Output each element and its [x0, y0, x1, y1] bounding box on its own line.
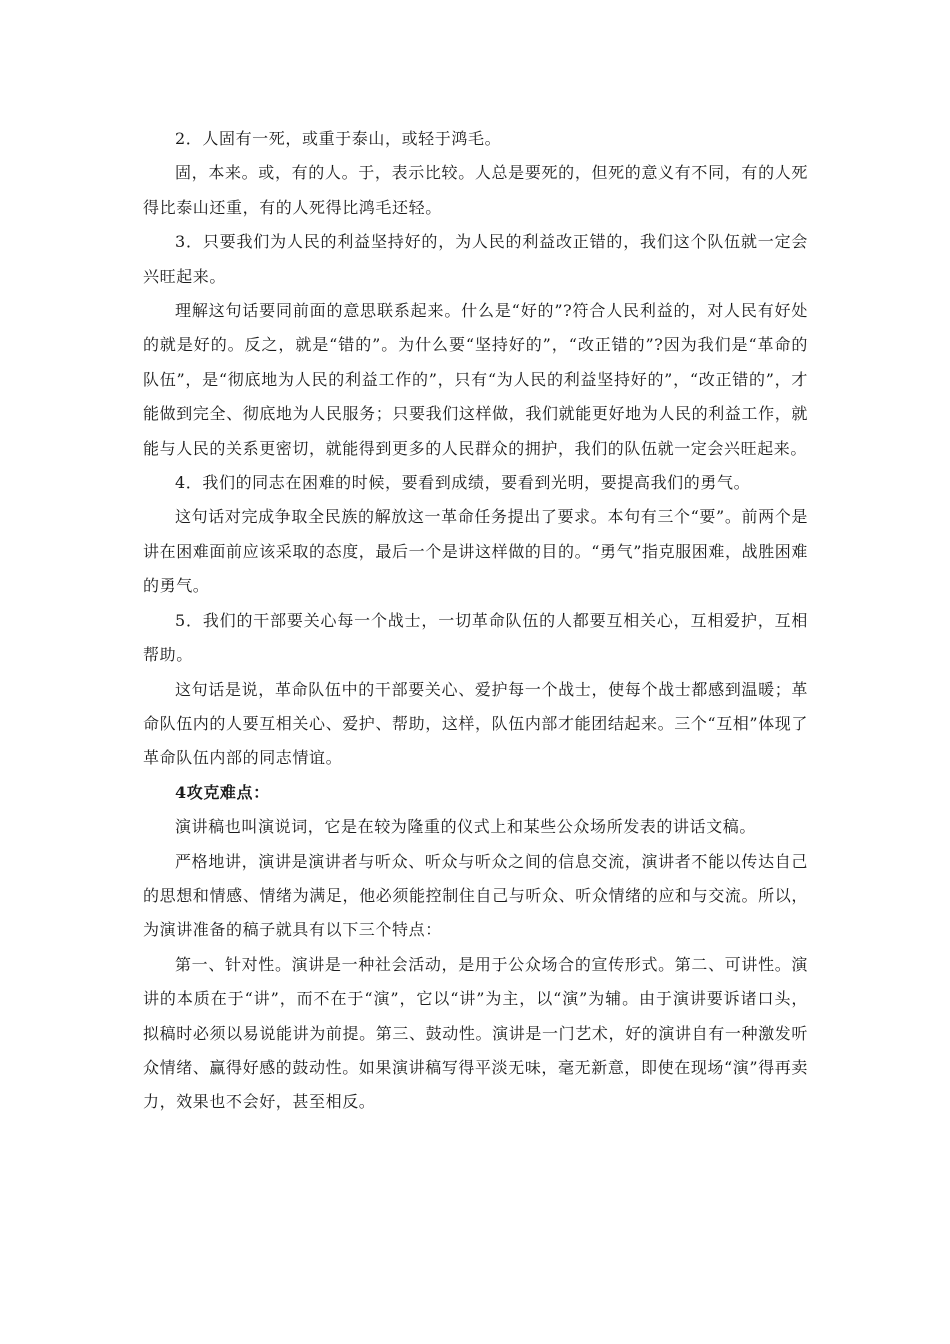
paragraph-characteristics: 第一、针对性。演讲是一种社会活动，是用于公众场合的宣传形式。第二、可讲性。演讲的本质在于“讲”，而不在于“演”，它以“讲”为主，以“演”为辅。由于演讲要诉诸口头，拟稿时必须以易说能讲为前提。第三、鼓动性。演讲是一门艺术，好的演讲自有一种激发听众情绪、赢得好感的鼓动性。如果演讲稿写得平淡无味，毫无新意，即使在现场“演”得再卖力，效果也不会好，甚至相反。	[143, 954, 808, 1112]
document-body	[143, 122, 808, 1120]
paragraph-item-2-explanation: 固，本来。或，有的人。于，表示比较。人总是要死的，但死的意义有不同，有的人死得比泰山还重，有的人死得比鸿毛还轻。	[143, 163, 808, 217]
paragraph-characteristics-intro: 严格地讲，演讲是演讲者与听众、听众与听众之间的信息交流，演讲者不能以传达自己的思想和情感、情绪为满足，他必须能控制住自己与听众、听众情绪的应和与交流。所以，为演讲准备的稿子就具有以下三个特点：	[143, 851, 808, 940]
paragraph-item-3: 3．只要我们为人民的利益坚持好的，为人民的利益改正错的，我们这个队伍就一定会兴旺起来。	[143, 232, 808, 286]
paragraph-item-5: 5．我们的干部要关心每一个战士，一切革命队伍的人都要互相关心，互相爱护，互相帮助。	[143, 610, 808, 665]
section-heading: 4攻克难点：	[175, 782, 270, 802]
paragraph-item-2: 2．人固有一死，或重于泰山，或轻于鸿毛。	[175, 129, 502, 148]
paragraph-item-4-explanation: 这句话对完成争取全民族的解放这一革命任务提出了要求。本句有三个“要”。前两个是讲在困难面前应该采取的态度，最后一个是讲这样做的目的。“勇气”指克服困难，战胜困难的勇气。	[143, 507, 808, 596]
paragraph-definition: 演讲稿也叫演说词，它是在较为隆重的仪式上和某些公众场所发表的讲话文稿。	[175, 817, 757, 837]
paragraph-item-4: 4．我们的同志在困难的时候，要看到成绩，要看到光明，要提高我们的勇气。	[175, 473, 751, 493]
paragraph-item-5-explanation: 这句话是说，革命队伍中的干部要关心、爱护每一个战士，使每个战士都感到温暖；革命队伍内的人要互相关心、爱护、帮助，这样，队伍内部才能团结起来。三个“互相”体现了革命队伍内部的同志情谊。	[143, 679, 808, 768]
paragraph-item-3-explanation: 理解这句话要同前面的意思联系起来。什么是“好的”?符合人民利益的，对人民有好处的就是好的。反之，就是“错的”。为什么要“坚持好的”，“改正错的”?因为我们是“革命的队伍”，是“彻底地为人民的利益工作的”，只有“为人民的利益坚持好的”，“改正错的”，才能做到完全、彻底地为人民服务；只要我们这样做，我们就能更好地为人民的利益工作，就能与人民的关系更密切，就能得到更多的人民群众的拥护，我们的队伍就一定会兴旺起来。	[143, 301, 808, 458]
